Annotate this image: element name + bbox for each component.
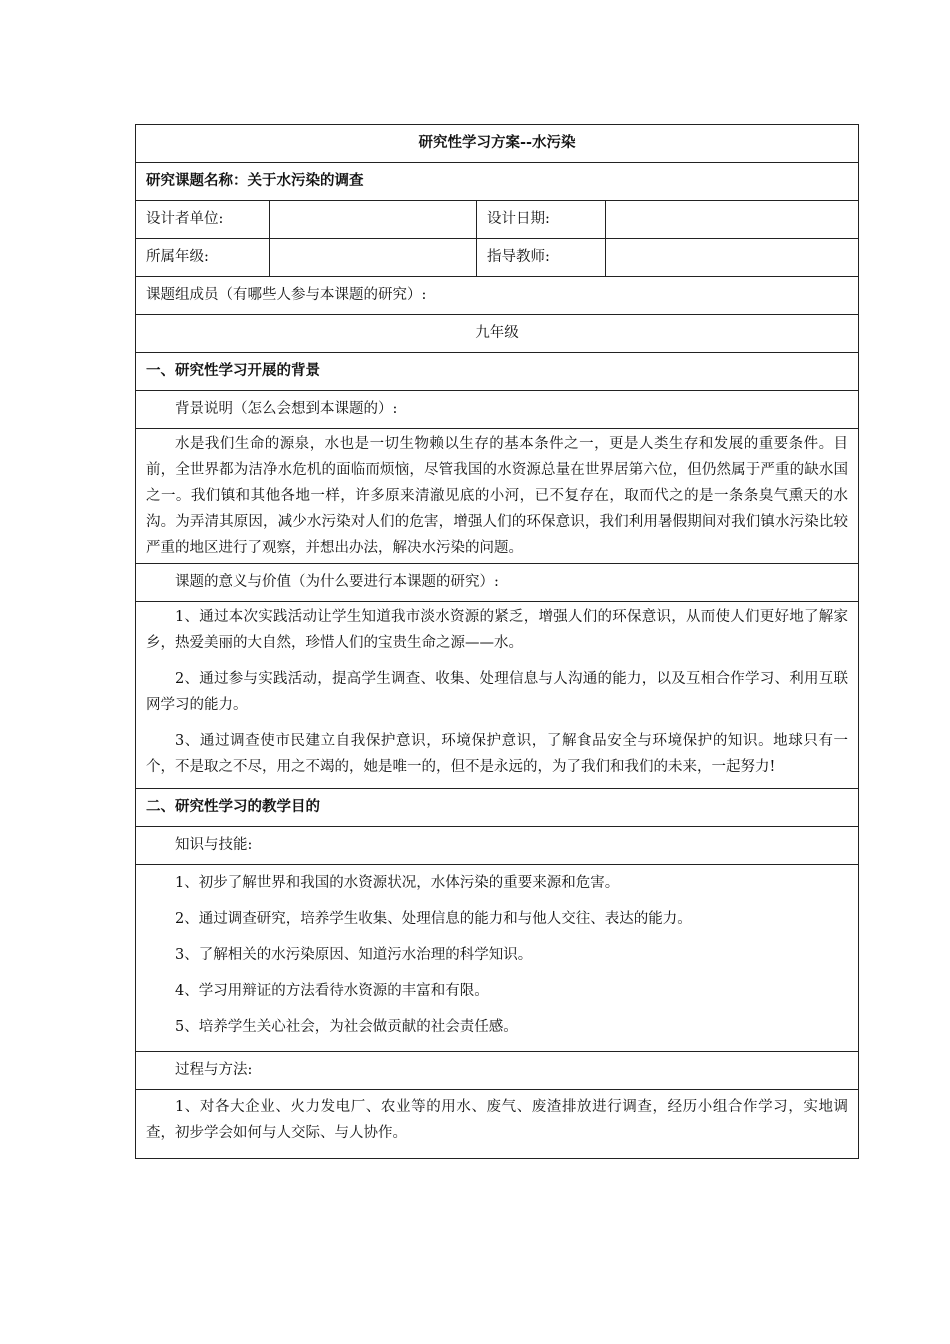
grade-value — [270, 239, 477, 277]
designer-unit-label: 设计者单位: — [136, 201, 270, 239]
background-cell — [136, 429, 859, 564]
knowledge-item: 3、了解相关的水污染原因、知道污水治理的科学知识。 — [175, 947, 533, 963]
members-label: 课题组成员（有哪些人参与本课题的研究）: — [136, 277, 859, 315]
members-value: 九年级 — [136, 315, 859, 353]
knowledge-label: 知识与技能: — [136, 827, 859, 865]
knowledge-cell — [136, 865, 859, 1052]
section-2-heading: 二、研究性学习的教学目的 — [136, 789, 859, 827]
process-label: 过程与方法: — [136, 1052, 859, 1090]
design-date-label: 设计日期: — [477, 201, 606, 239]
knowledge-item: 1、初步了解世界和我国的水资源状况，水体污染的重要来源和危害。 — [175, 875, 620, 891]
designer-unit-value — [270, 201, 477, 239]
process-item: 1、对各大企业、火力发电厂、农业等的用水、废气、废渣排放进行调查，经历小组合作学习，实地调查，初步学会如何与人交际、与人协作。 — [146, 1099, 849, 1141]
significance-cell — [136, 602, 859, 789]
knowledge-item: 2、通过调查研究，培养学生收集、处理信息的能力和与他人交往、表达的能力。 — [175, 911, 692, 927]
teacher-value — [606, 239, 859, 277]
design-date-value — [606, 201, 859, 239]
section-1-heading: 一、研究性学习开展的背景 — [136, 353, 859, 391]
document-title: 研究性学习方案--水污染 — [136, 125, 859, 163]
significance-label: 课题的意义与价值（为什么要进行本课题的研究）: — [136, 564, 859, 602]
significance-item: 2、通过参与实践活动，提高学生调查、收集、处理信息与人沟通的能力，以及互相合作学习、利用互联网学习的能力。 — [146, 671, 849, 713]
significance-item: 1、通过本次实践活动让学生知道我市淡水资源的紧乏，增强人们的环保意识，从而使人们更好地了解家乡，热爱美丽的大自然，珍惜人们的宝贵生命之源——水。 — [146, 609, 849, 651]
teacher-label: 指导教师: — [477, 239, 606, 277]
process-cell — [136, 1090, 859, 1159]
knowledge-item: 5、培养学生关心社会，为社会做贡献的社会责任感。 — [175, 1019, 518, 1035]
grade-label: 所属年级: — [136, 239, 270, 277]
background-text: 水是我们生命的源泉，水也是一切生物赖以生存的基本条件之一，更是人类生存和发展的重要条件。目前，全世界都为洁净水危机的面临而烦恼，尽管我国的水资源总量在世界居第六位，但仍然属于严重的缺水国之一。我们镇和其他各地一样，许多原来清澈见底的小河，已不复存在，取而代之的是一条条臭气熏天的水沟。为弄清其原因，减少水污染对人们的危害，增强人们的环保意识，我们利用暑假期间对我们镇水污染比较严重的地区进行了观察，并想出办法，解决水污染的问题。 — [146, 436, 849, 556]
significance-item: 3、通过调查使市民建立自我保护意识，环境保护意识，了解食品安全与环境保护的知识。地球只有一个，不是取之不尽，用之不竭的，她是唯一的，但不是永远的，为了我们和我们的未来，一起努力! — [146, 733, 849, 775]
research-plan-table — [135, 124, 859, 1159]
background-label: 背景说明（怎么会想到本课题的）: — [136, 391, 859, 429]
topic-name: 研究课题名称：关于水污染的调查 — [136, 163, 859, 201]
knowledge-item: 4、学习用辩证的方法看待水资源的丰富和有限。 — [175, 983, 489, 999]
